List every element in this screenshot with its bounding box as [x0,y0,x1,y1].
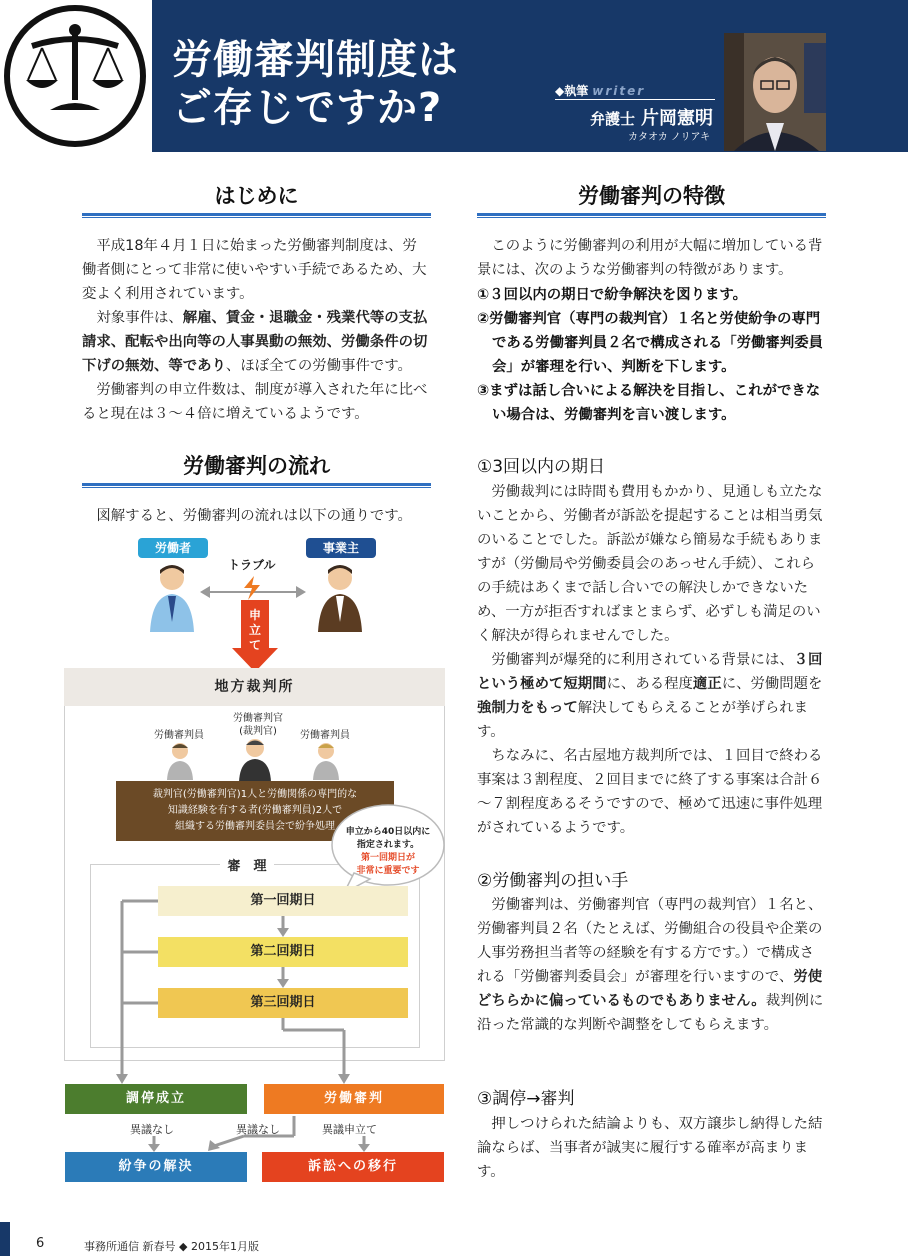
features-rule [477,213,826,218]
intro-body: 平成18年４月１日に始まった労働審判制度は、労働者側にとって非常に使いやすい手続であるため、大変よく利用されています。 対象事件は、解雇、賃金・退職金・残業代等の支払請求、配転や出向等の人事異動の無効、労働条件の切下げの無効、等であり、ほぼ全ての労働事件です。 労働審判の申立件数は、制度が導入された年に比べると現在は３～４倍に増えているようです。 [82,238,428,422]
bubble-text: 申立から40日以内に 指定されます。 第一回期日が 非常に重要です [345,827,431,876]
lawsuit-box: 訴訟への移行 [262,1152,444,1182]
objection-label: 異議申立て [322,1123,377,1136]
employer-tag: 事業主 [306,538,376,558]
sec1-heading: ①3回以内の期日 [477,457,606,477]
hearing-label: 審 理 [220,855,274,874]
outcome-arrows [64,1114,445,1154]
flow-heading: 労働審判の流れ [183,454,330,478]
features-item-2: ②労働審判官（専門の裁判官）１名と労使紛争の専門である労働審判員２名で構成される「労働審判委員会」が審理を行い、判断を下します。 [477,311,823,375]
flow-lead: 図解すると、労働審判の流れは以下の通りです。 [96,508,412,524]
mediation-box: 調停成立 [65,1084,247,1114]
apply-label: 申 立 て [248,608,261,652]
flow-arrows [64,880,445,1090]
sec3-heading: ③調停→審判 [477,1089,575,1109]
footer-bar [0,1222,10,1256]
features-heading: 労働審判の特徴 [578,184,725,208]
footer-publication: 事務所通信 新春号 ◆ 2015年1月版 [84,1240,259,1253]
author-photo [724,33,826,151]
date2-box: 第二回期日 [158,937,408,967]
page-number: 6 [36,1236,45,1251]
features-item-1: ①３回以内の期日で紛争解決を図ります。 [477,287,748,303]
member-left-figure [166,742,194,780]
flow-rule [82,483,431,488]
trouble-arrow-icon [198,576,308,600]
sec2-body: 労働審判は、労働審判官（専門の裁判官）１名と、労働審判員２名（たとえば、労働組合の役員や企業の人事労務担当者等の経験を有する方です。）で構成される「労働審判委員会」が審理を行いますので、労使どちらかに偏っているものでもありません。裁判例に沿った常識的な判断や調整をしてもらえます。 [477,897,824,1033]
worker-tag: 労働者 [138,538,208,558]
features-list [477,283,826,427]
member-right-label: 労働審判員 [300,730,350,741]
resolution-box: 紛争の解決 [65,1152,247,1182]
scales-of-justice-icon [0,0,150,152]
sec2-heading: ②労働審判の担い手 [477,871,629,891]
no-objection-label-1: 異議なし [130,1123,174,1136]
header-icon-box [0,0,150,152]
intro-rule [82,213,431,218]
page-title: 労働審判制度は ご存じですか? [172,37,459,131]
member-right-figure [312,742,340,780]
writer-kana: カタオカ ノリアキ [628,132,711,143]
writer-name: 弁護士 片岡憲明 [590,108,714,129]
date3-box: 第三回期日 [158,988,408,1018]
employer-figure [314,562,366,632]
writer-divider [555,99,715,100]
court-label: 地方裁判所 [64,668,445,706]
sec3-body: 押しつけられた結論よりも、双方譲歩し納得した結論ならば、当事者が誠実に履行する確率が高まります。 [477,1116,823,1180]
writer-label: ◆執筆 writer [555,84,646,98]
intro-heading: はじめに [214,184,299,208]
worker-figure [146,562,198,632]
judge-label: 労働審判官 (裁判官) [233,713,283,737]
features-intro: このように労働審判の利用が大幅に増加している背景には、次のような労働審判の特徴があります。 [477,238,823,278]
tribunal-box: 労働審判 [264,1084,444,1114]
trouble-label: トラブル [228,558,276,572]
judge-figure [238,738,272,782]
member-left-label: 労働審判員 [154,730,204,741]
committee-box: 裁判官(労働審判官)1人と労働関係の専門的な 知識経験を有する者(労働審判員)2人で 組織する労働審判委員会で紛争処理 [116,781,394,841]
features-item-3: ③まずは話し合いによる解決を目指し、これができない場合は、労働審判を言い渡します。 [477,383,821,423]
no-objection-label-2: 異議なし [236,1123,280,1136]
sec1-body: 労働裁判には時間も費用もかかり、見通しも立たないことから、労働者が訴訟を提起することは相当勇気のいることでした。訴訟が嫌なら簡易な手続もありますが（労働局や労働委員会のあっせん手続）、これらの手続はあくまで話し合いでの解決しかできないため、一方が拒否すればまとまらず、必ずしも満足のいく解決が得られませんでした。 労働審判が爆発的に利用されている背景には、３回という極めて短期間に、ある程度適正に、労働問題を強制力をもって解決してもらえることが挙げられます。 ちなみに、名古屋地方裁判所では、１回目で終わる事案は３割程度、２回目までに終了する事案は合計６～７割程度あるそうですので、極めて迅速に事件処理がされているようです。 [477,484,823,836]
date1-box: 第一回期日 [158,886,408,916]
